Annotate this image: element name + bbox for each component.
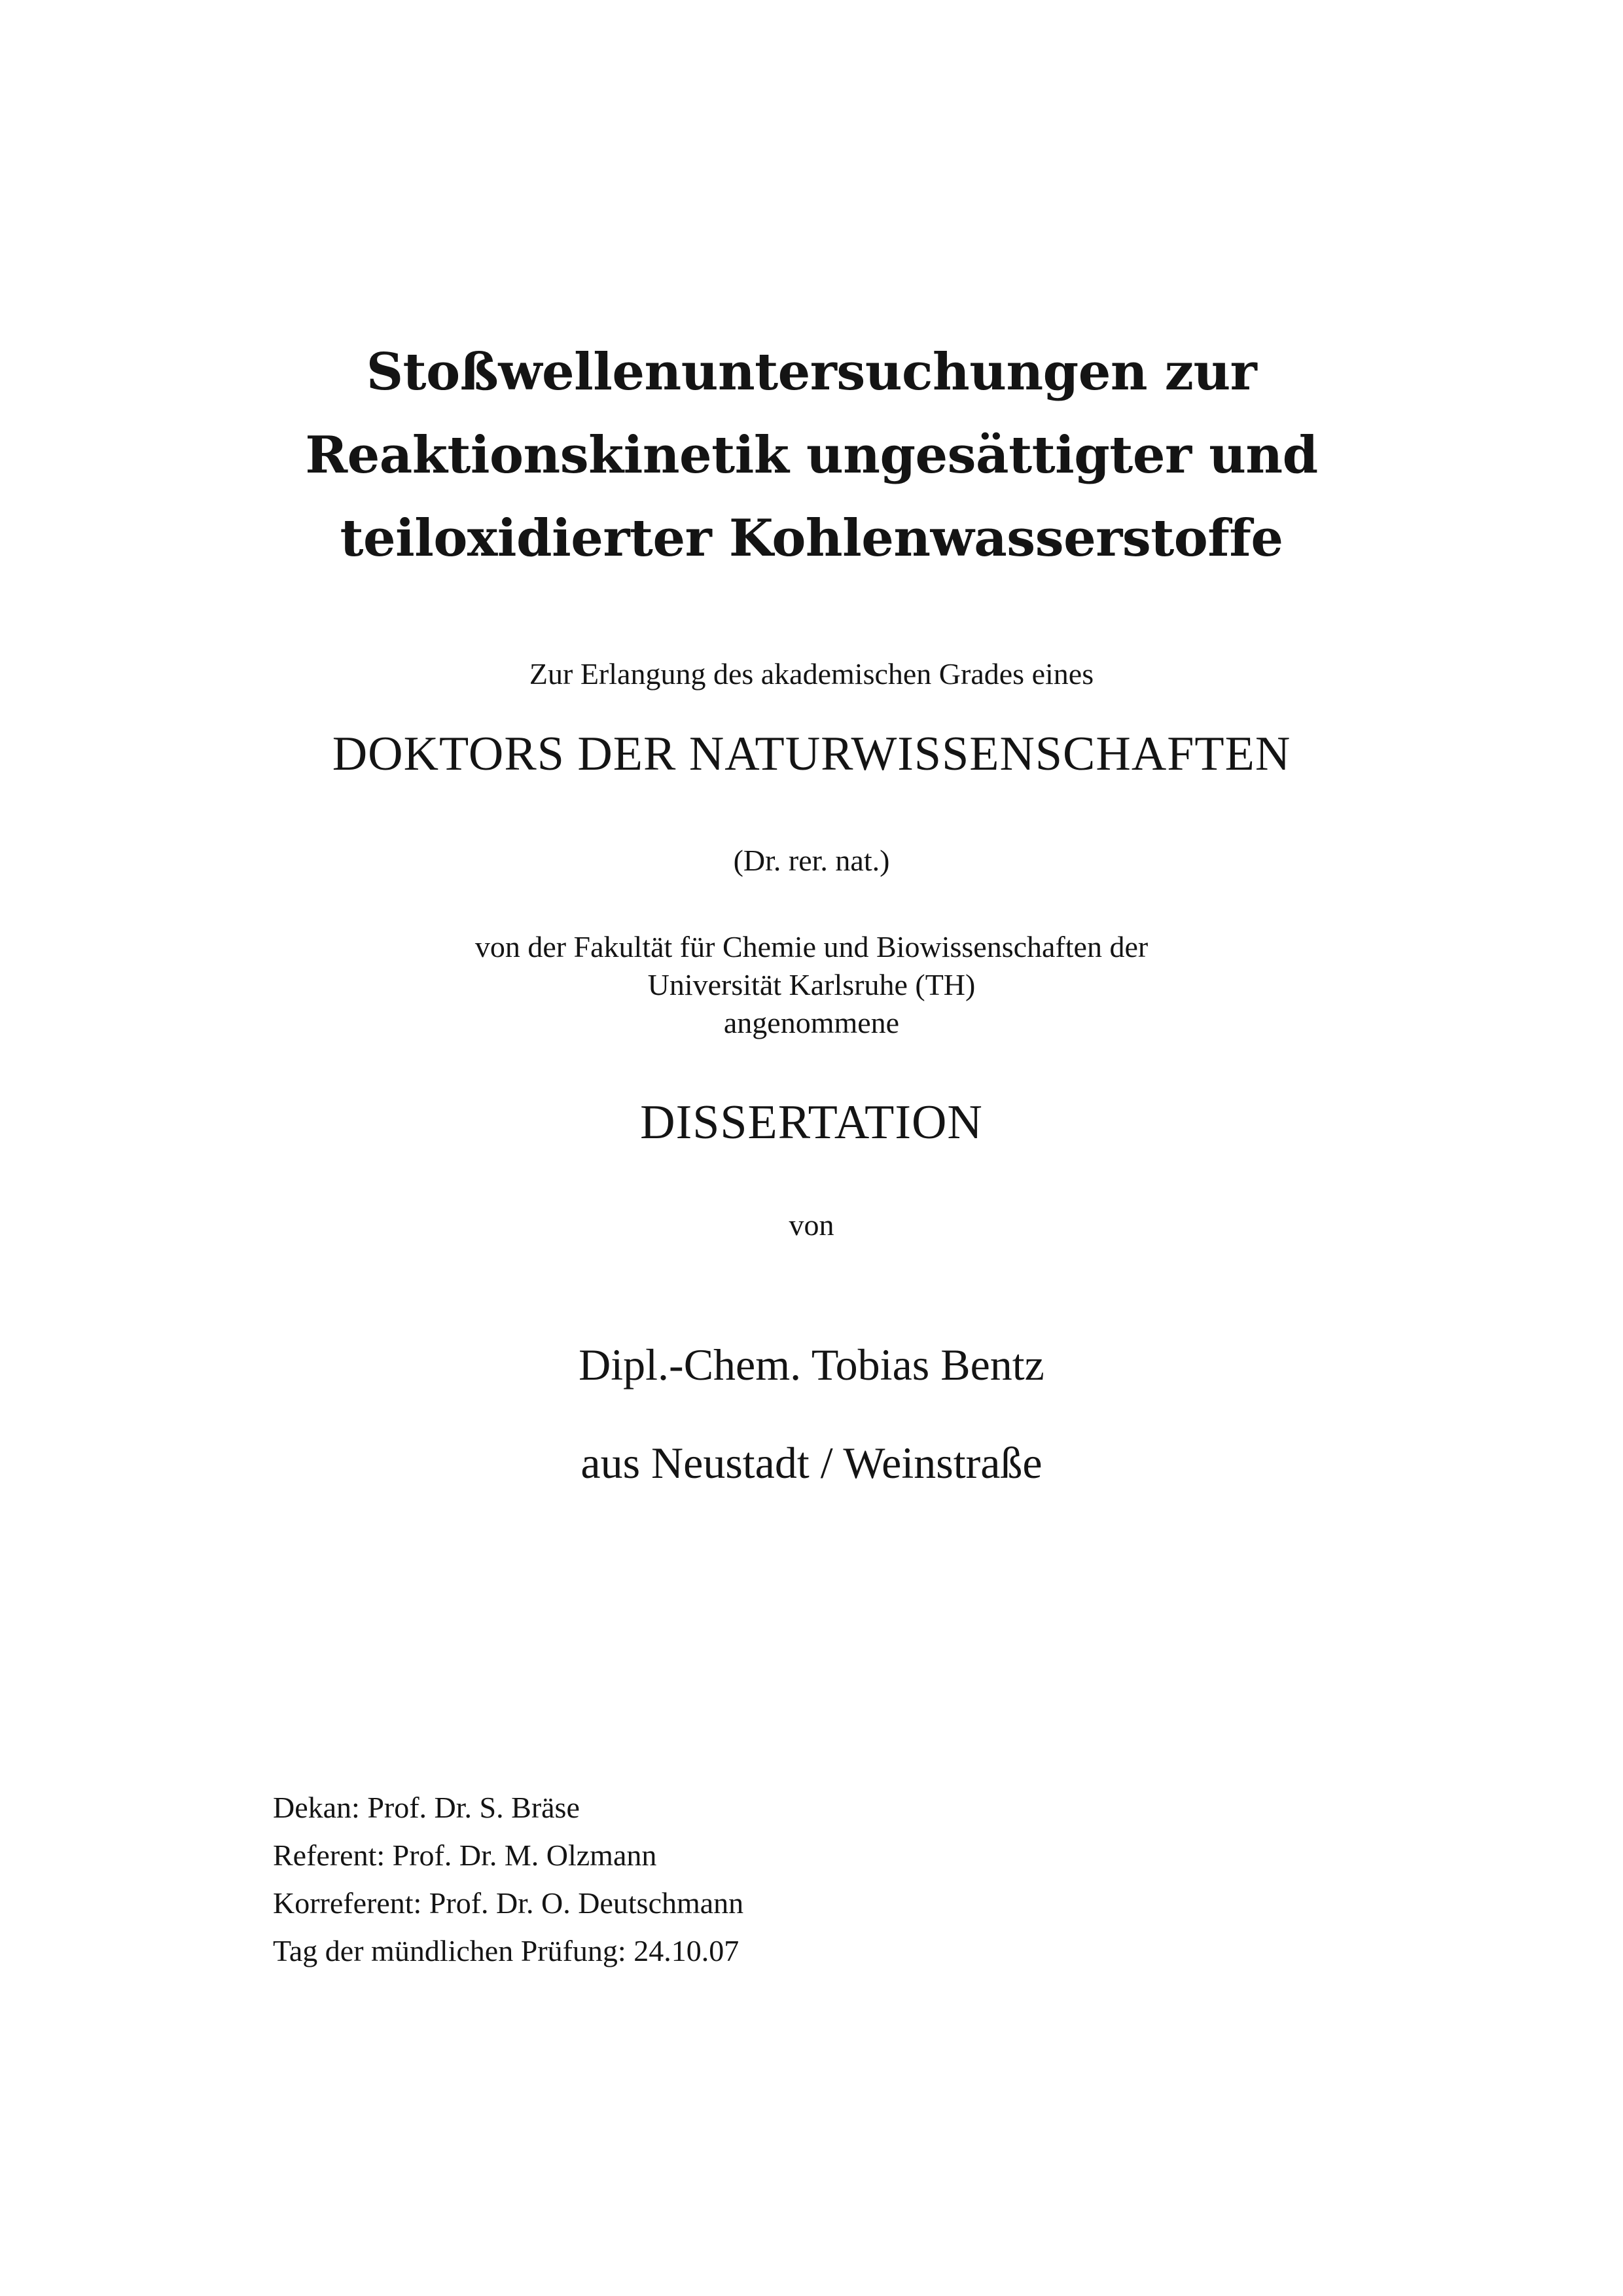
committee-exam-date: Tag der mündlichen Prüfung: 24.10.07 [273,1934,740,1967]
degree-abbreviation: (Dr. rer. nat.) [733,844,890,877]
committee-list [273,1784,743,1975]
faculty-line-3: angenommene [723,1006,900,1039]
title-line-1: Stoßwellenuntersuchungen zur [366,342,1257,402]
author-block [0,1316,1623,1512]
committee-referee: Referent: Prof. Dr. M. Olzmann [273,1839,657,1872]
title-line-2: Reaktionskinetik ungesättigter und [305,425,1318,485]
author-name: Dipl.-Chem. Tobias Bentz [579,1340,1044,1390]
degree-intro: Zur Erlangung des akademischen Grades eines [529,657,1094,691]
dissertation-title [0,331,1623,580]
by-label: von [789,1208,834,1242]
faculty-statement [0,928,1623,1042]
committee-coreferee: Korreferent: Prof. Dr. O. Deutschmann [273,1886,744,1920]
degree-name: DOKTORS DER NATURWISSENSCHAFTEN [332,727,1291,781]
author-origin: aus Neustadt / Weinstraße [580,1438,1043,1488]
committee-dean: Dekan: Prof. Dr. S. Bräse [273,1791,580,1824]
faculty-line-2: Universität Karlsruhe (TH) [647,968,976,1001]
title-line-3: teiloxidierter Kohlenwasserstoffe [340,509,1283,568]
faculty-line-1: von der Fakultät für Chemie und Biowissenschaften der [474,930,1149,963]
document-type: DISSERTATION [640,1096,983,1149]
